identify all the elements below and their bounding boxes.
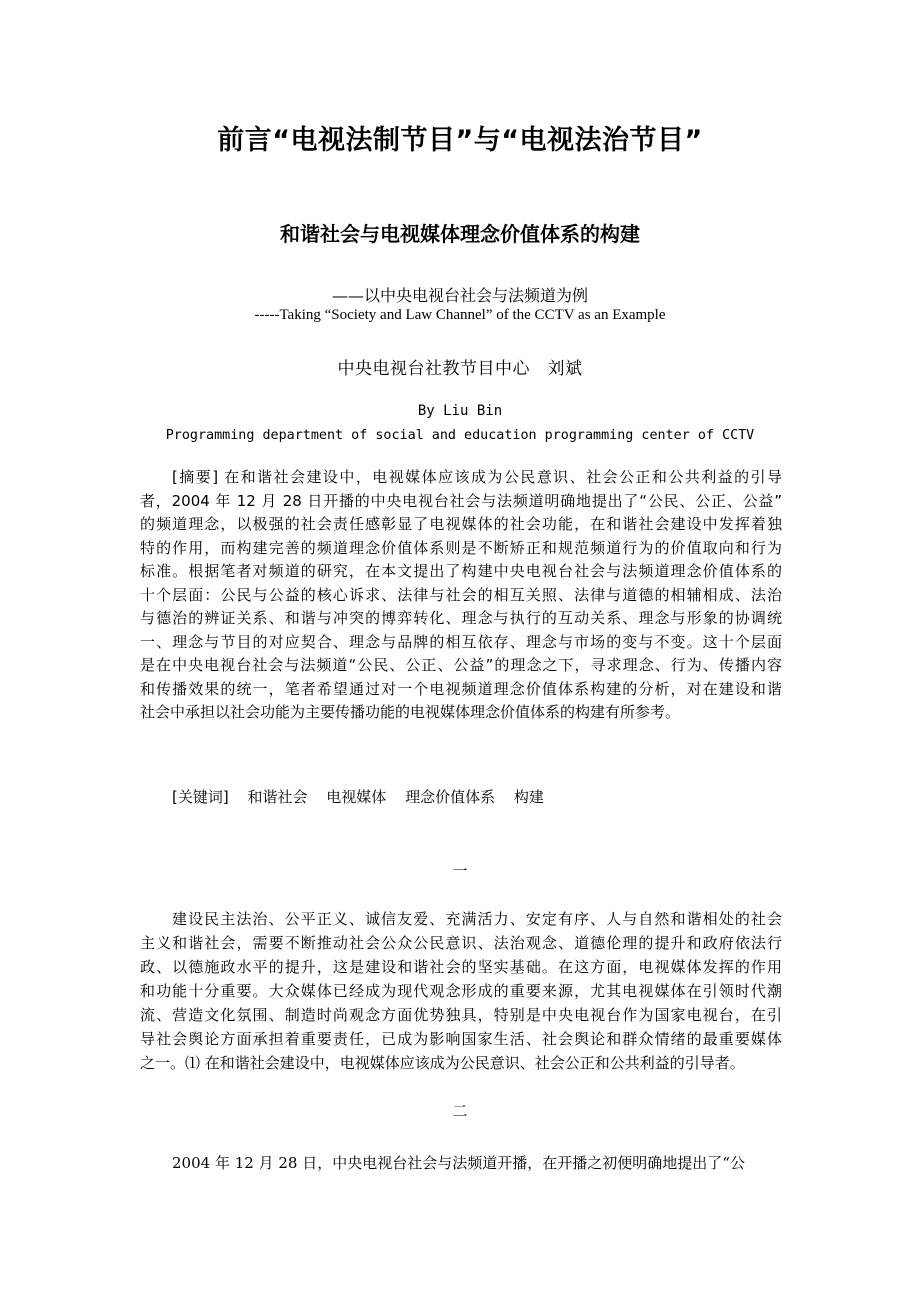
- paragraph-line: 主义和谐社会，需要不断推动社会公众公民意识、法治观念、道德伦理的提升和政府依法行: [140, 934, 782, 952]
- paragraph-line: 政、以德施政水平的提升，这是建设和谐社会的坚实基础。在这方面，电视媒体发挥的作用: [140, 958, 782, 976]
- section-one-paragraph: [140, 907, 782, 1075]
- paragraph-line: 建设民主法治、公平正义、诚信友爱、充满活力、安定有序、人与自然和谐相处的社会: [172, 910, 782, 928]
- paragraph-line: 2004 年 12 月 28 日，中央电视台社会与法频道开播，在开播之初便明确地提出了“公: [172, 1154, 745, 1172]
- abstract-line: 是在中央电视台社会与法频道“公民、公正、公益”的理念之下，寻求理念、行为、传播内容: [140, 656, 782, 674]
- keyword-item: 和谐社会: [247, 788, 308, 806]
- abstract-line: 十个层面：公民与公益的核心诉求、法律与社会的相互关照、法律与道德的相辅相成、法治: [140, 585, 782, 604]
- document-title: 前言“电视法制节目”与“电视法治节目”: [217, 125, 703, 156]
- subtitle-chinese: ——以中央电视台社会与法频道为例: [331, 286, 588, 305]
- keywords-line: [172, 786, 544, 807]
- paragraph-line: 导社会舆论方面承担着重要责任，已成为影响国家生活、社会舆论和群众情绪的最重要媒体: [140, 1030, 782, 1048]
- author-chinese: 中央电视台社教节目中心 刘斌: [337, 359, 583, 379]
- keyword-item: 电视媒体: [326, 788, 387, 806]
- keywords-label: [关键词]: [172, 788, 229, 806]
- paragraph-line: 之一。⑴ 在和谐社会建设中，电视媒体应该成为公民意识、社会公正和公共利益的引导者。: [140, 1054, 745, 1072]
- section-number-one: 一: [452, 862, 468, 880]
- abstract-line: 与德治的辨证关系、和谐与冲突的博弈转化、理念与执行的互动关系、理念与形象的协调统: [140, 609, 782, 627]
- keyword-item: 构建: [513, 788, 544, 806]
- abstract-line: 标准。根据笔者对频道的研究，在本文提出了构建中央电视台社会与法频道理念价值体系的: [140, 562, 782, 580]
- section-two-paragraph: [140, 1151, 782, 1175]
- abstract-line: 特的作用，而构建完善的频道理念价值体系则是不断矫正和规范频道行为的价值取向和行为: [140, 538, 782, 557]
- abstract-line: 和传播效果的统一，笔者希望通过对一个电视频道理念价值体系构建的分析，对在建设和谐: [140, 679, 782, 698]
- keyword-item: 理念价值体系: [405, 788, 496, 806]
- abstract-line: 的频道理念，以极强的社会责任感彰显了电视媒体的社会功能，在和谐社会建设中发挥着独: [140, 515, 782, 533]
- abstract-line: 一、理念与节目的对应契合、理念与品牌的相互依存、理念与市场的变与不变。这十个层面: [140, 632, 782, 651]
- abstract-line: 者，2004 年 12 月 28 日开播的中央电视台社会与法频道明确地提出了“公民、公正、公益”: [140, 491, 782, 510]
- paragraph-line: 流、营造文化氛围、制造时尚观念方面优势独具，特别是中央电视台作为国家电视台，在引: [140, 1006, 782, 1024]
- paragraph-line: 和功能十分重要。大众媒体已经成为现代观念形成的重要来源，尤其电视媒体在引领时代潮: [140, 982, 782, 1000]
- article-subtitle: 和谐社会与电视媒体理念价值体系的构建: [280, 222, 640, 246]
- author-english: By Liu Bin: [417, 403, 503, 419]
- abstract-line: [摘要] 在和谐社会建设中，电视媒体应该成为公民意识、社会公正和公共利益的引导: [172, 468, 782, 486]
- abstract-paragraph: [140, 466, 782, 725]
- affiliation-english: Programming department of social and education programming center of CCTV: [165, 428, 755, 443]
- abstract-line: 社会中承担以社会功能为主要传播功能的电视媒体理念价值体系的构建有所参考。: [140, 703, 681, 721]
- section-number-two: 二: [452, 1102, 468, 1120]
- subtitle-english: -----Taking “Society and Law Channel” of the CCTV as an Example: [254, 307, 666, 323]
